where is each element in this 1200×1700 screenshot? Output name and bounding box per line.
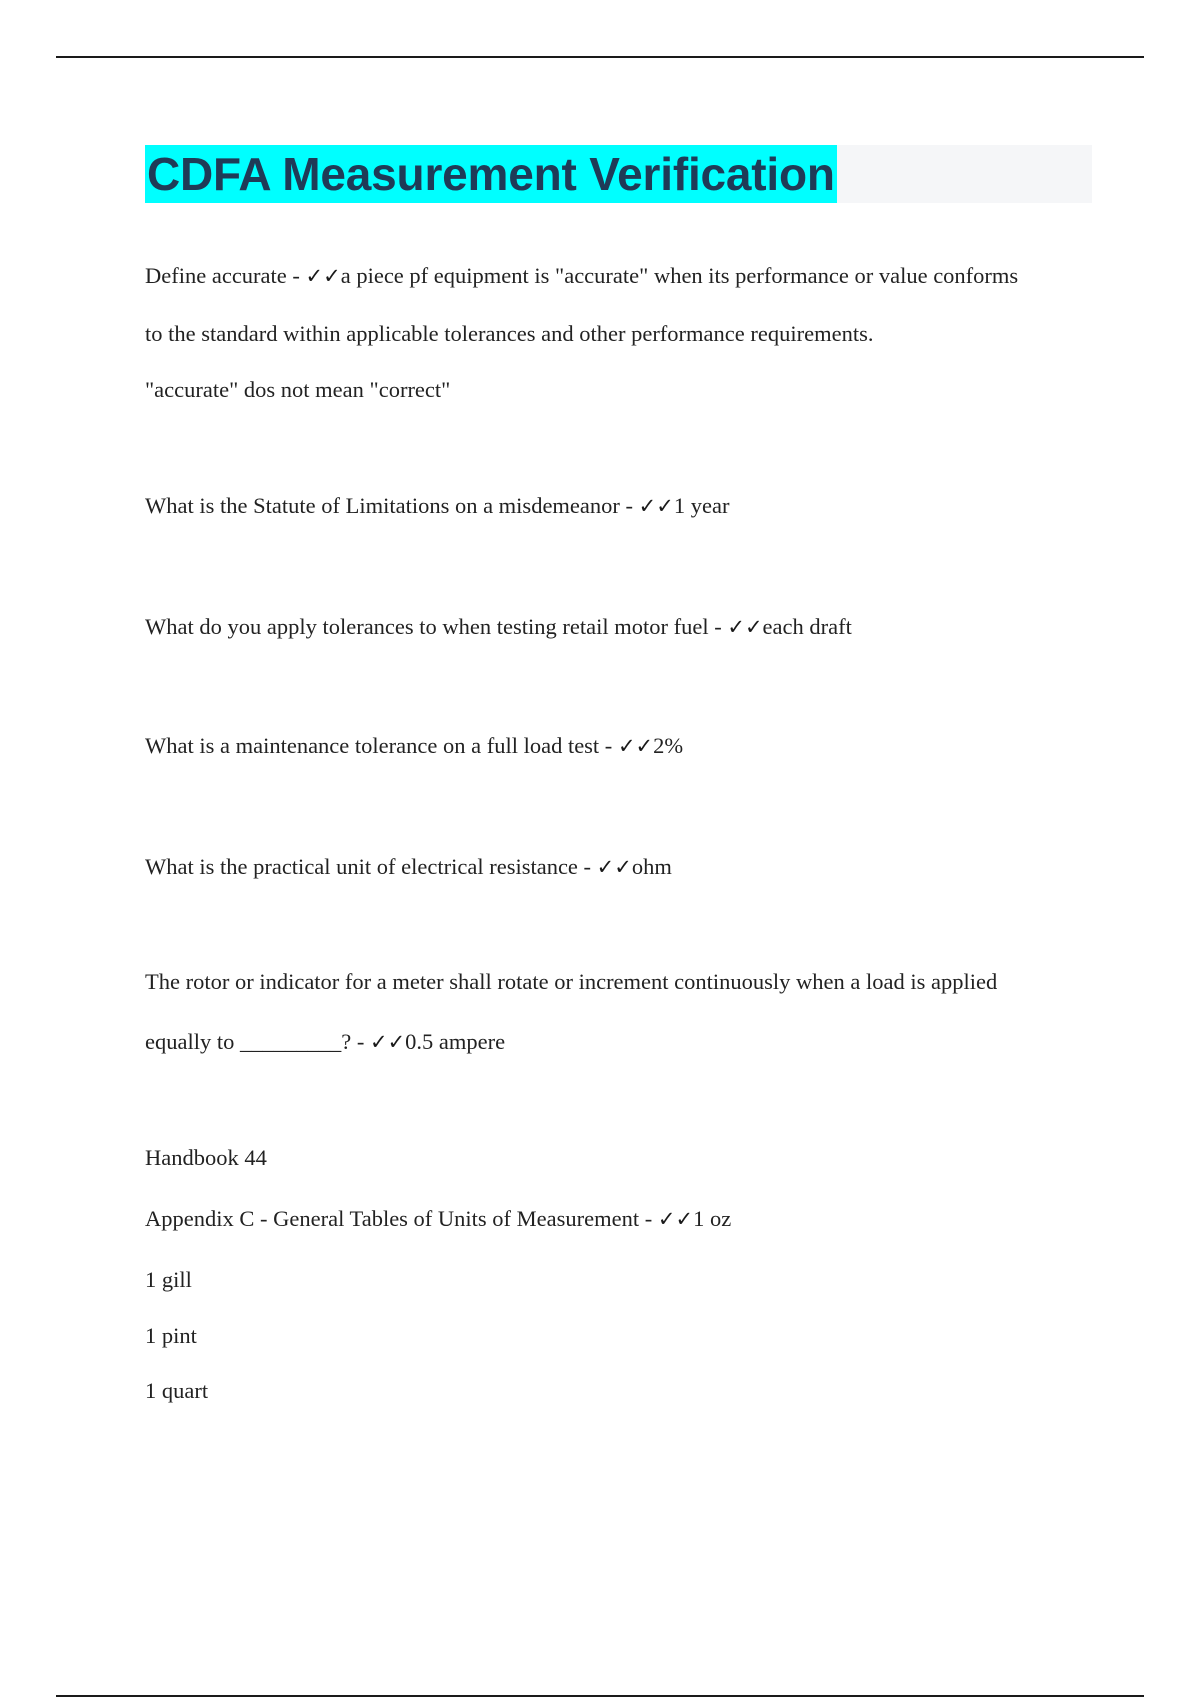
qa-7-question-line-1: Handbook 44 [145, 1145, 267, 1170]
qa-7-answer-line-3: 1 pint [145, 1323, 197, 1348]
qa-7-question-line-2: Appendix C - General Tables of Units of Measurement - [145, 1206, 658, 1231]
qa-6-question-line-1: The rotor or indicator for a meter shall rotate or increment continuously when a load is applied [145, 969, 998, 994]
top-rule [56, 56, 1144, 58]
qa-6-answer: 0.5 ampere [405, 1029, 506, 1054]
double-check-icon: ✓✓ [305, 264, 341, 288]
double-check-icon: ✓✓ [727, 615, 763, 639]
double-check-icon: ✓✓ [657, 1207, 694, 1231]
qa-5-line [145, 853, 672, 881]
double-check-icon: ✓✓ [638, 494, 674, 518]
qa-1-line-1 [145, 262, 1018, 290]
qa-1-question: Define accurate - [145, 263, 306, 288]
qa-6-line-2 [145, 1028, 505, 1056]
qa-1-answer-line-1: a piece pf equipment is "accurate" when its performance or value conforms [340, 263, 1019, 288]
page-title: CDFA Measurement Verification [145, 145, 837, 203]
qa-7-answer-line-2: 1 gill [145, 1267, 192, 1292]
double-check-icon: ✓✓ [369, 1030, 406, 1054]
qa-2-line [145, 492, 729, 520]
qa-2-answer: 1 year [673, 493, 730, 518]
qa-3-answer: each draft [762, 614, 852, 639]
double-check-icon: ✓✓ [596, 855, 632, 879]
qa-6-question-line-2: equally to _________? - [145, 1029, 370, 1054]
qa-2-question: What is the Statute of Limitations on a misdemeanor - [145, 493, 639, 518]
qa-3-question: What do you apply tolerances to when testing retail motor fuel - [145, 614, 728, 639]
qa-4-answer: 2% [653, 733, 684, 758]
qa-1-answer-line-3: "accurate" dos not mean "correct" [145, 377, 451, 402]
qa-5-question: What is the practical unit of electrical resistance - [145, 854, 597, 879]
qa-1-answer-line-2: to the standard within applicable tolerances and other performance requirements. [145, 321, 874, 346]
qa-3-line [145, 613, 852, 641]
qa-7-answer-line-4: 1 quart [145, 1378, 209, 1403]
qa-7-answer-line-1: 1 oz [693, 1206, 732, 1231]
qa-4-line [145, 732, 683, 760]
qa-7-line-2 [145, 1205, 731, 1233]
bottom-rule [56, 1695, 1144, 1697]
qa-4-question: What is a maintenance tolerance on a full load test - [145, 733, 618, 758]
double-check-icon: ✓✓ [617, 734, 654, 758]
qa-5-answer: ohm [631, 854, 672, 879]
